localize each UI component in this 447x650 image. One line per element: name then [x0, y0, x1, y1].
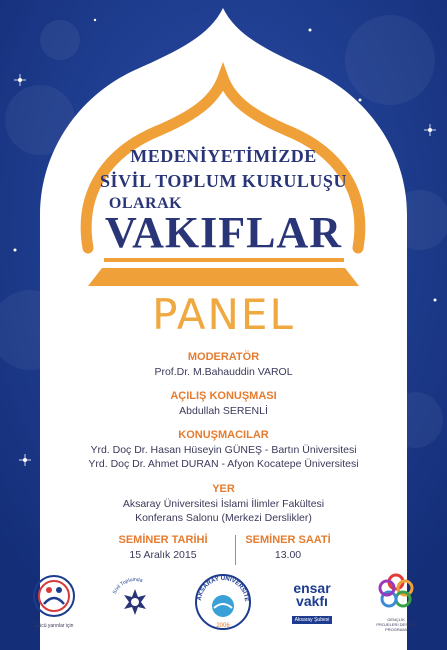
ministry-caption: Gücü yarınlar için	[34, 623, 74, 629]
seminar-date-value: 15 Aralık 2015	[129, 549, 197, 561]
university-year: 2006	[216, 623, 230, 629]
date-time-divider	[235, 535, 236, 565]
stk-star-icon	[106, 572, 164, 630]
ministry-logo	[30, 574, 78, 629]
university-logo	[193, 572, 253, 637]
ministry-emblem-icon	[30, 574, 78, 618]
program-flower-icon	[376, 572, 416, 612]
moderator-heading: MODERATÖR	[187, 351, 260, 363]
ensar-logo	[288, 582, 336, 626]
program-caption: GENÇLİK PROJELERİ DESTEK PROGRAMI	[376, 617, 416, 632]
opening-speaker-name: Abdullah SERENLİ	[179, 405, 268, 417]
venue-line-2: Konferans Salonu (Merkezi Derslikler)	[135, 512, 312, 524]
speakers-heading: KONUŞMACILAR	[178, 429, 269, 441]
ensar-name-2: vakfı	[296, 593, 328, 609]
sponsor-logos	[0, 572, 447, 636]
seminar-date	[108, 534, 218, 561]
program-logo	[376, 572, 416, 632]
speaker-item: Yrd. Doç Dr. Hasan Hüseyin GÜNEŞ - Bartın Üniversitesi	[90, 444, 357, 456]
ensar-branch: Aksaray Şubesi	[292, 616, 333, 624]
seminar-time	[233, 534, 343, 561]
stk-arc-text: Sivil Toplumda	[111, 576, 144, 596]
seminar-time-heading: SEMİNER SAATİ	[245, 534, 331, 546]
seminar-date-heading: SEMİNER TARİHİ	[118, 534, 208, 546]
opening-speech-heading: AÇILIŞ KONUŞMASI	[170, 390, 277, 402]
moderator-name: Prof.Dr. M.Bahauddin VAROL	[154, 366, 293, 378]
ensar-name-1: ensar	[293, 580, 331, 596]
seminar-time-value: 13.00	[274, 549, 302, 561]
main-title: VAKIFLAR	[104, 208, 342, 257]
date-time-row	[0, 534, 447, 564]
university-seal-icon	[193, 572, 253, 632]
venue-heading: YER	[212, 483, 235, 495]
title-line-2: SİVİL TOPLUM KURULUŞU	[100, 171, 347, 191]
title-line-3: OLARAK	[108, 195, 183, 212]
svg-text:Sivil Toplumda	[112, 577, 144, 595]
venue-line-1: Aksaray Üniversitesi İslami İlimler Fakültesi	[122, 498, 325, 510]
title-line-1: MEDENİYETİMİZDE	[130, 146, 317, 166]
speaker-item: Yrd. Doç Dr. Ahmet DURAN - Afyon Kocatepe Üniversitesi	[88, 458, 359, 470]
university-arc-text: AKSARAY ÜNİVERSİTE	[196, 575, 250, 602]
stk-logo	[106, 572, 164, 635]
panel-heading: PANEL	[152, 290, 295, 339]
